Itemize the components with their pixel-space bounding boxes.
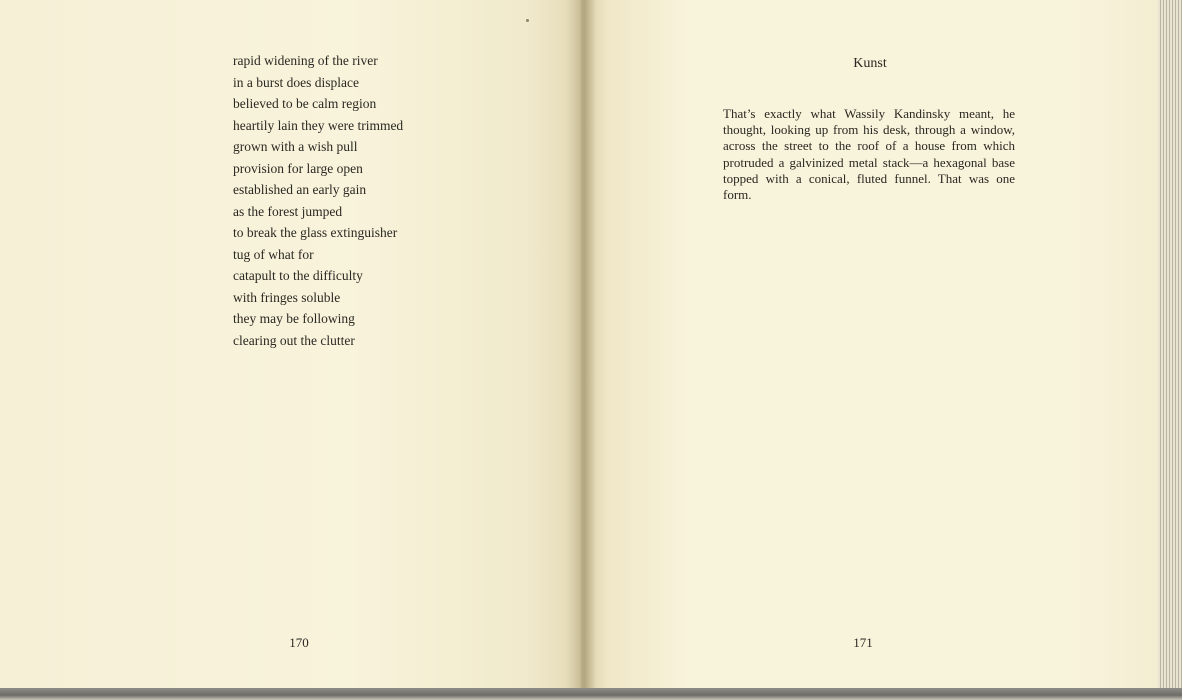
page-number-right: 171 [853,635,873,650]
poem-line: established an early gain [233,182,367,197]
poem-line: believed to be calm region [233,96,377,111]
poem-line: as the forest jumped [233,203,343,219]
poem [233,50,403,351]
paper-speck [526,19,529,22]
right-page [584,0,1160,690]
poem-line: clearing out the clutter [233,332,355,348]
poem-line: catapult to the difficulty [233,268,363,283]
poem-line: in a burst does displace [233,74,359,90]
poem-line: with fringes soluble [233,289,341,305]
poem-line: provision for large open [233,160,363,176]
page-edges [1158,0,1182,700]
page-number-left: 170 [289,635,309,650]
poem-line: grown with a wish pull [233,139,358,154]
prose-paragraph: That’s exactly what Wassily Kandinsky meant, he thought, looking up from his desk, through a window, across the street to the roof of a house from which protruded a galvinized metal stack—a hexagonal base topped with a conical, fluted funnel. That was one form. [723,106,1015,203]
poem-line: tug of what for [233,246,314,262]
poem-line: heartily lain they were trimmed [233,117,404,133]
page-title: Kunst [853,56,887,71]
left-page [0,0,584,690]
gutter-shadow [566,0,596,690]
poem-line: rapid widening of the river [233,53,378,68]
poem-line: to break the glass extinguisher [233,225,398,240]
table-edge [0,688,1182,700]
poem-line: they may be following [233,311,355,326]
